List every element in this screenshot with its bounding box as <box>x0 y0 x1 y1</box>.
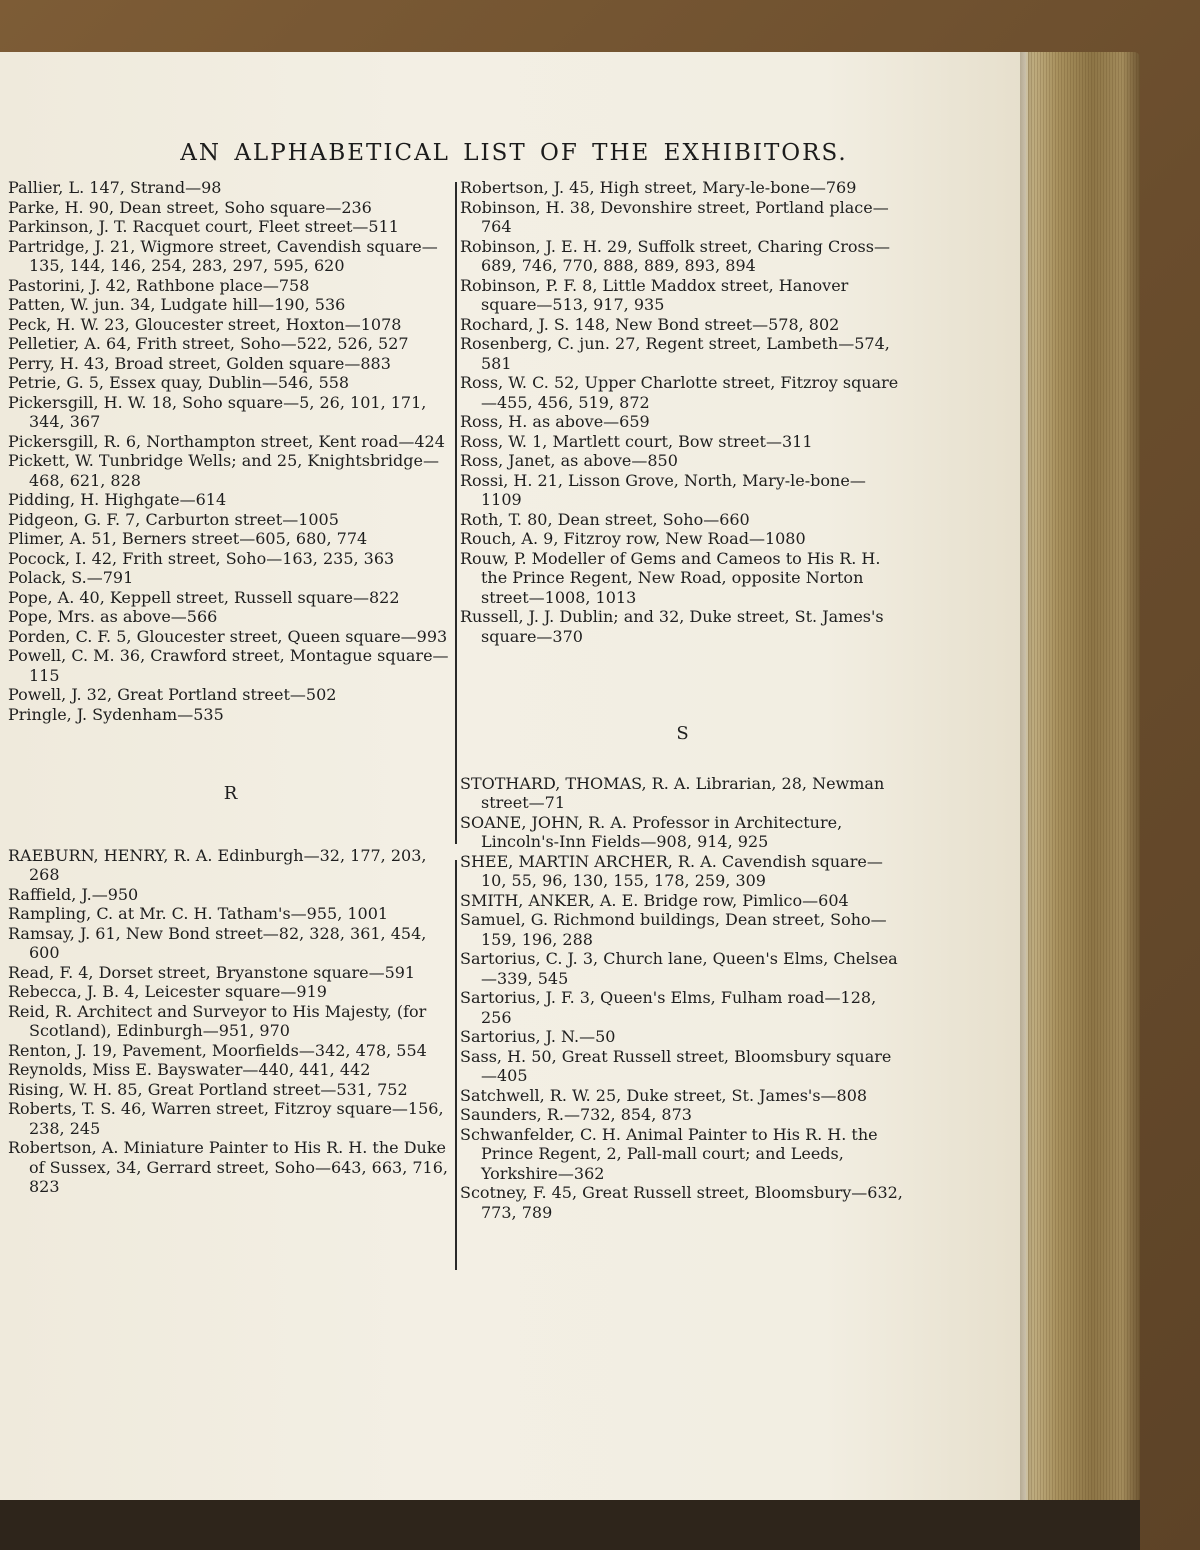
exhibitor-entry: Pickersgill, H. W. 18, Soho square—5, 26, 101, 171, 344, 367 <box>8 392 427 431</box>
exhibitor-entry: SHEE, MARTIN ARCHER, R. A. Cavendish square—10, 55, 96, 130, 155, 178, 259, 309 <box>460 851 883 890</box>
exhibitor-entry: Pringle, J. Sydenham—535 <box>8 704 224 724</box>
exhibitor-entry: Sartorius, C. J. 3, Church lane, Queen's Elms, Chelsea—339, 545 <box>460 949 898 988</box>
section-letter-s: S <box>676 723 689 744</box>
exhibitor-entry: Roth, T. 80, Dean street, Soho—660 <box>460 509 750 529</box>
exhibitor-entry: Scotney, F. 45, Great Russell street, Bloomsbury—632, 773, 789 <box>460 1183 903 1222</box>
s-entries-list <box>460 774 905 1223</box>
exhibitor-entry: Pallier, L. 147, Strand—98 <box>8 178 222 197</box>
exhibitor-entry: Ross, W. 1, Martlett court, Bow street—311 <box>460 431 813 451</box>
exhibitor-entry: Pastorini, J. 42, Rathbone place—758 <box>8 275 310 295</box>
exhibitor-entry: Sartorius, J. N.—50 <box>460 1027 616 1046</box>
exhibitor-entry: Reid, R. Architect and Surveyor to His Majesty, (for Scotland), Edinburgh—951, 970 <box>8 1001 427 1040</box>
exhibitor-entry: Rising, W. H. 85, Great Portland street—531, 752 <box>8 1079 408 1099</box>
cover-bottom-gap <box>0 1500 1140 1550</box>
exhibitor-entry: Pope, A. 40, Keppell street, Russell square—822 <box>8 587 400 607</box>
exhibitor-entry: Pickersgill, R. 6, Northampton street, Kent road—424 <box>8 431 445 451</box>
exhibitor-entry: Raffield, J.—950 <box>8 884 139 904</box>
exhibitor-entry: Rossi, H. 21, Lisson Grove, North, Mary-le-bone—1109 <box>460 470 866 509</box>
exhibitor-entry: Reynolds, Miss E. Bayswater—440, 441, 442 <box>8 1060 371 1079</box>
exhibitor-entry: RAEBURN, HENRY, R. A. Edinburgh—32, 177, 203, 268 <box>8 845 427 884</box>
exhibitor-entry: Ramsay, J. 61, New Bond street—82, 328, 361, 454, 600 <box>8 923 427 962</box>
exhibitor-entry: Robinson, P. F. 8, Little Maddox street, Hanover square—513, 917, 935 <box>460 275 849 314</box>
exhibitor-entry: Ross, H. as above—659 <box>460 412 650 431</box>
exhibitor-entry: Plimer, A. 51, Berners street—605, 680, 774 <box>8 529 368 548</box>
exhibitor-entry: Pocock, I. 42, Frith street, Soho—163, 235, 363 <box>8 548 395 568</box>
exhibitor-entry: Rouw, P. Modeller of Gems and Cameos to His R. H. the Prince Regent, New Road, opposite Norton street—1008, 1013 <box>460 548 881 607</box>
r-entries-list-right <box>460 178 905 646</box>
exhibitor-entry: Pidding, H. Highgate—614 <box>8 490 227 509</box>
exhibitor-entry: Partridge, J. 21, Wigmore street, Cavendish square—135, 144, 146, 254, 283, 297, 595, 620 <box>8 236 438 275</box>
exhibitor-entry: Petrie, G. 5, Essex quay, Dublin—546, 558 <box>8 373 350 392</box>
left-column <box>8 178 453 1197</box>
exhibitor-entry: Read, F. 4, Dorset street, Bryanstone square—591 <box>8 962 416 982</box>
exhibitor-entry: Ross, Janet, as above—850 <box>460 451 678 470</box>
exhibitor-entry: Rebecca, J. B. 4, Leicester square—919 <box>8 982 327 1001</box>
exhibitor-entry: Polack, S.—791 <box>8 568 134 587</box>
exhibitor-entry: SOANE, JOHN, R. A. Professor in Architecture, Lincoln's-Inn Fields—908, 914, 925 <box>460 812 843 851</box>
exhibitor-entry: Ross, W. C. 52, Upper Charlotte street, Fitzroy square—455, 456, 519, 872 <box>460 373 899 412</box>
page-edges-stack <box>1022 52 1140 1504</box>
exhibitor-entry: Rouch, A. 9, Fitzroy row, New Road—1080 <box>460 529 806 548</box>
exhibitor-entry: Pidgeon, G. F. 7, Carburton street—1005 <box>8 509 339 529</box>
exhibitor-entry: Perry, H. 43, Broad street, Golden square—883 <box>8 353 391 373</box>
exhibitor-entry: Rochard, J. S. 148, New Bond street—578, 802 <box>460 314 840 334</box>
exhibitor-entry: Peck, H. W. 23, Gloucester street, Hoxton—1078 <box>8 314 402 334</box>
exhibitor-entry: Satchwell, R. W. 25, Duke street, St. James's—808 <box>460 1085 868 1105</box>
exhibitor-entry: Renton, J. 19, Pavement, Moorfields—342, 478, 554 <box>8 1040 427 1060</box>
page-edge-line <box>1026 52 1028 1504</box>
r-entries-list-left <box>8 846 453 1197</box>
right-column <box>460 178 905 1222</box>
exhibitor-entry: Saunders, R.—732, 854, 873 <box>460 1105 692 1124</box>
exhibitor-entry: Powell, C. M. 36, Crawford street, Montague square—115 <box>8 646 449 685</box>
column-divider-upper <box>455 182 457 844</box>
exhibitor-entry: Pickett, W. Tunbridge Wells; and 25, Knightsbridge—468, 621, 828 <box>8 451 439 490</box>
exhibitor-entry: Robinson, J. E. H. 29, Suffolk street, Charing Cross—689, 746, 770, 888, 889, 893, 894 <box>460 236 890 275</box>
exhibitor-entry: Samuel, G. Richmond buildings, Dean street, Soho—159, 196, 288 <box>460 910 887 949</box>
exhibitor-entry: Patten, W. jun. 34, Ludgate hill—190, 536 <box>8 295 346 314</box>
exhibitor-entry: Russell, J. J. Dublin; and 32, Duke street, St. James's square—370 <box>460 607 884 646</box>
exhibitor-entry: Parke, H. 90, Dean street, Soho square—236 <box>8 197 372 217</box>
exhibitor-entry: STOTHARD, THOMAS, R. A. Librarian, 28, Newman street—71 <box>460 773 885 812</box>
exhibitor-entry: SMITH, ANKER, A. E. Bridge row, Pimlico—604 <box>460 890 849 910</box>
exhibitor-entry: Roberts, T. S. 46, Warren street, Fitzroy square—156, 238, 245 <box>8 1099 444 1138</box>
exhibitor-entry: Sartorius, J. F. 3, Queen's Elms, Fulham road—128, 256 <box>460 988 877 1027</box>
exhibitor-entry: Pelletier, A. 64, Frith street, Soho—522, 526, 527 <box>8 334 409 353</box>
exhibitor-entry: Rosenberg, C. jun. 27, Regent street, Lambeth—574, 581 <box>460 334 890 373</box>
exhibitor-entry: Pope, Mrs. as above—566 <box>8 607 218 626</box>
column-divider-lower <box>455 860 457 1270</box>
exhibitor-entry: Robinson, H. 38, Devonshire street, Portland place—764 <box>460 197 889 236</box>
page-title: AN ALPHABETICAL LIST OF THE EXHIBITORS. <box>180 140 848 166</box>
exhibitor-entry: Powell, J. 32, Great Portland street—502 <box>8 685 337 704</box>
exhibitor-entry: Schwanfelder, C. H. Animal Painter to His R. H. the Prince Regent, 2, Pall-mall court; and Leeds, Yorkshire—362 <box>460 1124 878 1183</box>
section-letter-r: R <box>223 783 238 804</box>
exhibitor-entry: Robertson, A. Miniature Painter to His R. H. the Duke of Sussex, 34, Gerrard street, Soho—643, 663, 716, 823 <box>8 1138 448 1196</box>
p-entries-list <box>8 178 453 724</box>
exhibitor-entry: Sass, H. 50, Great Russell street, Bloomsbury square—405 <box>460 1046 892 1085</box>
exhibitor-entry: Parkinson, J. T. Racquet court, Fleet street—511 <box>8 217 399 236</box>
exhibitor-entry: Robertson, J. 45, High street, Mary-le-bone—769 <box>460 178 857 197</box>
exhibitor-entry: Rampling, C. at Mr. C. H. Tatham's—955, 1001 <box>8 904 389 923</box>
exhibitor-entry: Porden, C. F. 5, Gloucester street, Queen square—993 <box>8 626 448 646</box>
